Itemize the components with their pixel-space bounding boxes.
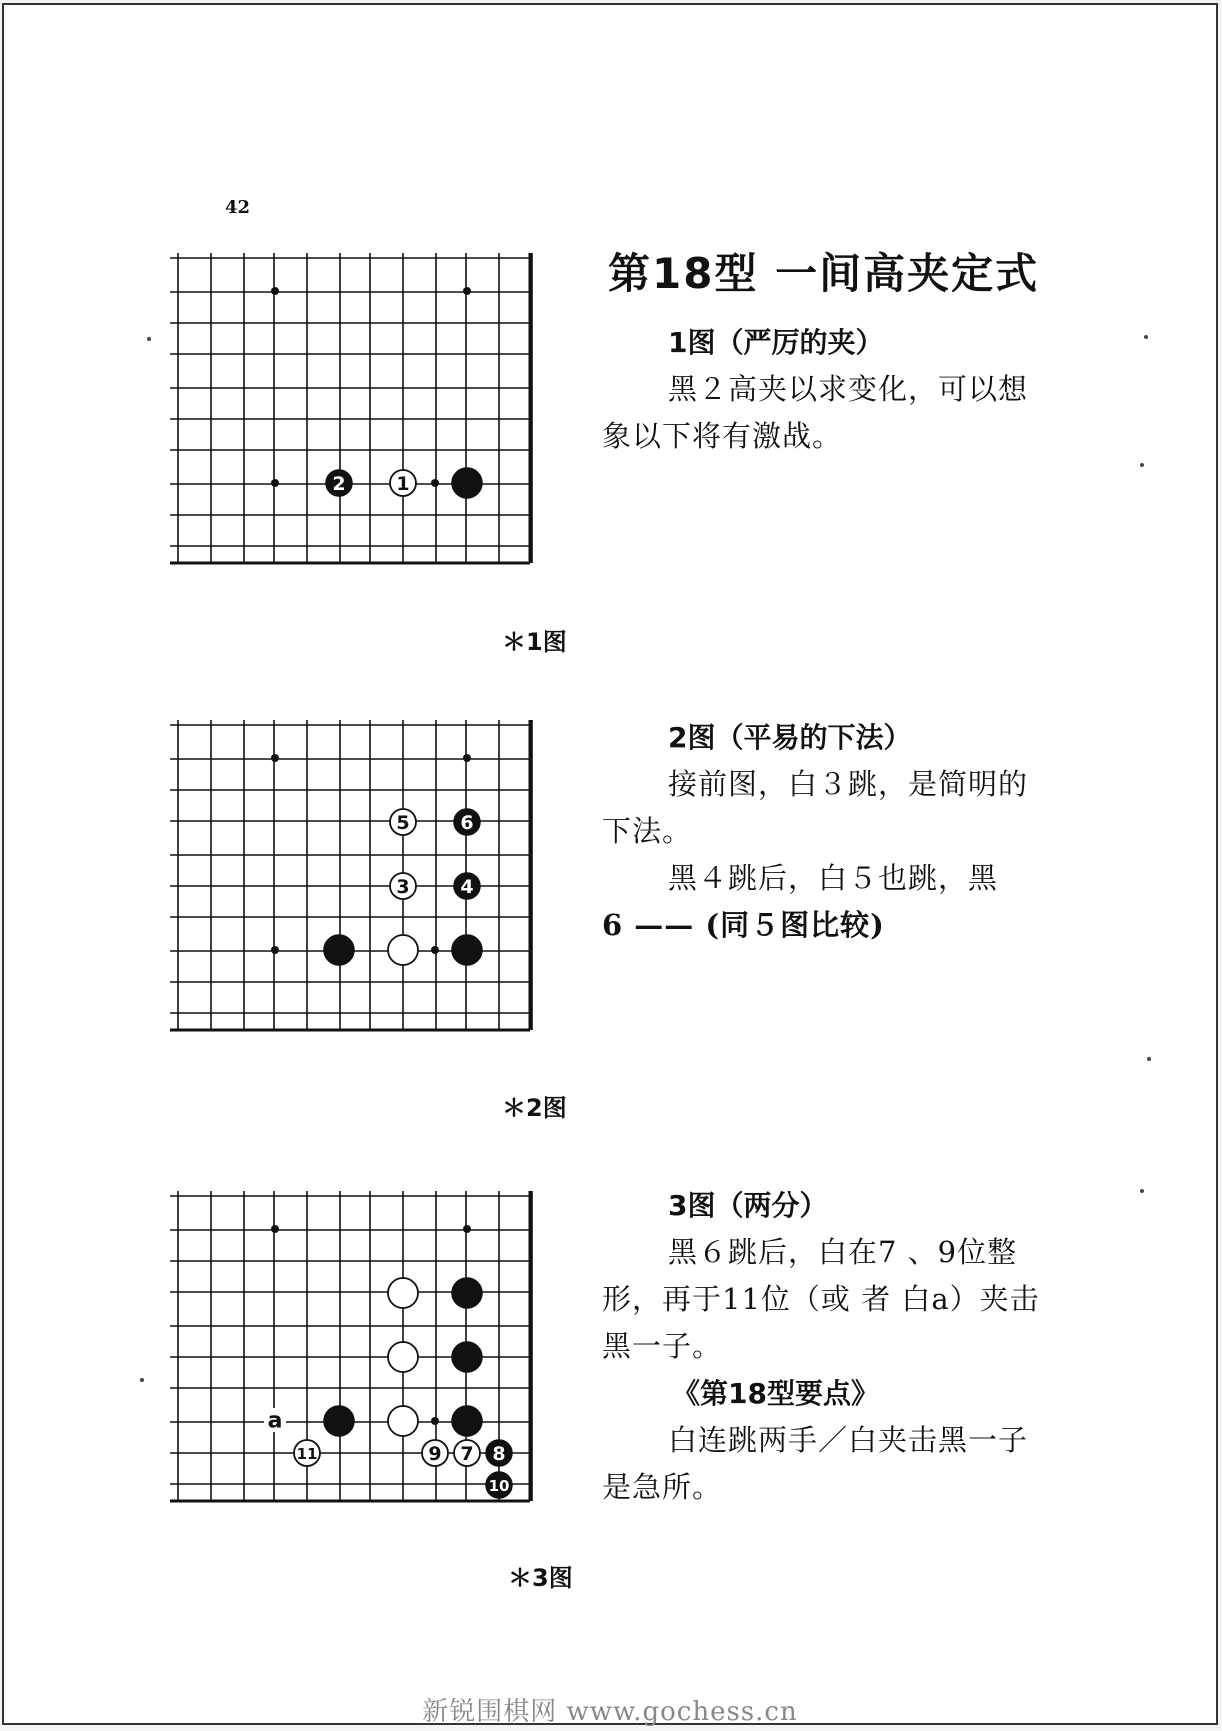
star-point — [271, 1225, 279, 1233]
black-stone — [454, 873, 480, 899]
watermark: 新锐围棋网 www.gochess.cn — [422, 1697, 798, 1727]
key-point-text: 白连跳两手／白夹击黑一子是急所。 — [602, 1423, 1029, 1504]
star-points — [271, 287, 471, 487]
stone-number: 11 — [296, 1445, 318, 1463]
stone-number: 5 — [396, 812, 410, 834]
stone-number: 7 — [460, 1443, 474, 1465]
black-stone — [452, 1278, 482, 1308]
key-point-heading: 《第18型要点》 — [672, 1377, 879, 1410]
stone-number: 1 — [396, 473, 410, 495]
star-point — [463, 754, 471, 762]
star-point — [463, 287, 471, 295]
white-stone — [388, 1406, 418, 1436]
star-point — [271, 754, 279, 762]
go-diagram-3 — [170, 1191, 590, 1551]
section-2-bold-line: 6 —— (同５图比较) — [602, 908, 885, 942]
black-stone — [324, 1406, 354, 1436]
white-stone — [454, 1440, 480, 1466]
scan-speck — [1144, 335, 1148, 339]
star-point — [271, 479, 279, 487]
black-stone — [326, 470, 352, 496]
white-stone — [388, 1278, 418, 1308]
black-stone — [324, 935, 354, 965]
section-1-paragraph: 黑２高夹以求变化，可以想象以下将有激战。 — [602, 372, 1029, 453]
section-3-paragraph: 黑６跳后，白在7 、9位整形，再于11位（或 者 白a）夹击黑一子。 — [602, 1235, 1040, 1363]
section-1-heading: 1图（严厉的夹） — [668, 326, 884, 359]
stone-number: 3 — [396, 876, 410, 898]
white-stone — [294, 1440, 320, 1466]
diagram-1-caption: ＊1图 — [502, 628, 567, 656]
white-stone — [388, 935, 418, 965]
white-stone — [422, 1440, 448, 1466]
black-stone — [486, 1472, 512, 1498]
board-grid — [170, 720, 532, 1030]
black-stone — [452, 1342, 482, 1372]
book-page — [2, 3, 1218, 1725]
white-stone — [390, 470, 416, 496]
diagram-3-caption: ＊3图 — [508, 1564, 573, 1592]
black-stone — [452, 1406, 482, 1436]
stone-number: 8 — [492, 1443, 506, 1465]
white-stone — [390, 809, 416, 835]
stone-number: 10 — [488, 1477, 510, 1495]
stones — [326, 468, 482, 498]
scan-speck — [147, 337, 151, 341]
black-stone — [454, 809, 480, 835]
stone-number: 4 — [460, 876, 474, 898]
white-stone — [388, 1342, 418, 1372]
scan-speck — [1140, 1189, 1144, 1193]
scan-speck — [140, 1378, 144, 1382]
star-points — [271, 1225, 471, 1425]
black-stone — [452, 935, 482, 965]
section-2-paragraph-1: 接前图，白３跳，是简明的下法。 — [602, 767, 1029, 848]
page-title: 第18型 一间高夹定式 — [608, 249, 1040, 298]
star-points — [271, 754, 474, 954]
stones — [324, 809, 482, 965]
star-point — [271, 287, 279, 295]
scan-speck — [1147, 1057, 1151, 1061]
point-label: a — [267, 1408, 283, 1434]
section-2-heading: 2图（平易的下法） — [668, 721, 912, 754]
star-point — [431, 1417, 439, 1425]
section-3-text — [602, 1182, 1052, 1511]
page-number: 42 — [225, 197, 251, 218]
diagram-2-caption: ＊2图 — [502, 1094, 567, 1122]
stone-number: 9 — [428, 1443, 442, 1465]
white-stone — [390, 873, 416, 899]
black-stone — [452, 468, 482, 498]
go-diagram-2 — [170, 720, 590, 1080]
section-2-paragraph-2: 黑４跳后，白５也跳，黑 — [668, 861, 999, 895]
star-point — [431, 479, 439, 487]
black-stone — [486, 1440, 512, 1466]
star-point — [271, 946, 279, 954]
section-2-text — [602, 714, 1052, 949]
section-3-heading: 3图（两分） — [668, 1189, 828, 1222]
board-grid — [170, 253, 532, 563]
scan-speck — [1140, 463, 1144, 467]
stone-number: 6 — [460, 812, 474, 834]
go-diagram-1 — [170, 253, 590, 613]
section-1-text — [602, 250, 1052, 460]
star-point — [463, 1225, 471, 1233]
star-point — [431, 946, 439, 954]
stone-number: 2 — [332, 473, 346, 495]
